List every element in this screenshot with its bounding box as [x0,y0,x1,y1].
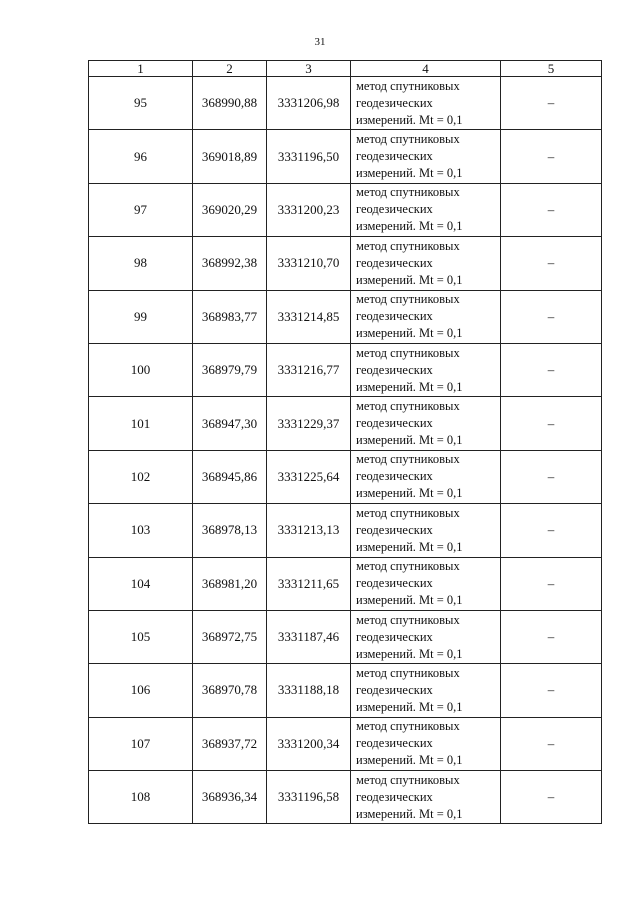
table-row [89,771,602,824]
x-coordinate-cell: 369018,89 [193,130,267,183]
note-cell: – [501,130,602,183]
header-cell-4: 4 [351,61,501,77]
method-line: измерений. Mt = 0,1 [356,486,463,501]
method-line: метод спутниковых [356,185,460,200]
method-line: геодезических [356,736,433,751]
method-line: геодезических [356,149,433,164]
method-line: геодезических [356,522,433,537]
point-number-cell: 104 [89,557,193,610]
note-cell: – [501,77,602,130]
header-cell-3: 3 [267,61,351,77]
point-number-cell: 103 [89,504,193,557]
note-cell: – [501,664,602,717]
y-coordinate-cell: 3331211,65 [267,557,351,610]
x-coordinate-cell: 368979,79 [193,343,267,396]
method-line: геодезических [356,95,433,110]
table-row [89,504,602,557]
method-line: измерений. Mt = 0,1 [356,272,463,287]
x-coordinate-cell: 368970,78 [193,664,267,717]
table-row [89,237,602,290]
table-row [89,610,602,663]
point-number-cell: 101 [89,397,193,450]
y-coordinate-cell: 3331214,85 [267,290,351,343]
y-coordinate-cell: 3331196,50 [267,130,351,183]
header-cell-2: 2 [193,61,267,77]
method-cell [351,77,501,130]
point-number-cell: 99 [89,290,193,343]
method-line: метод спутниковых [356,452,460,467]
y-coordinate-cell: 3331196,58 [267,771,351,824]
method-line: метод спутниковых [356,772,460,787]
method-line: геодезических [356,629,433,644]
method-cell [351,237,501,290]
method-line: метод спутниковых [356,292,460,307]
note-cell: – [501,504,602,557]
method-line: измерений. Mt = 0,1 [356,379,463,394]
table-row [89,130,602,183]
x-coordinate-cell: 368978,13 [193,504,267,557]
table-row [89,557,602,610]
method-cell [351,343,501,396]
method-cell [351,397,501,450]
method-line: измерений. Mt = 0,1 [356,326,463,341]
x-coordinate-cell: 368945,86 [193,450,267,503]
method-line: измерений. Mt = 0,1 [356,166,463,181]
x-coordinate-cell: 368992,38 [193,237,267,290]
page-number: 31 [314,36,326,48]
note-cell: – [501,397,602,450]
y-coordinate-cell: 3331225,64 [267,450,351,503]
y-coordinate-cell: 3331206,98 [267,77,351,130]
note-cell: – [501,237,602,290]
y-coordinate-cell: 3331210,70 [267,237,351,290]
method-cell [351,504,501,557]
method-cell [351,290,501,343]
method-line: геодезических [356,469,433,484]
table-row [89,397,602,450]
method-line: метод спутниковых [356,612,460,627]
point-number-cell: 105 [89,610,193,663]
header-cell-1: 1 [89,61,193,77]
header-row [89,61,602,77]
method-line: метод спутниковых [356,559,460,574]
x-coordinate-cell: 368947,30 [193,397,267,450]
point-number-cell: 95 [89,77,193,130]
table-row [89,717,602,770]
method-cell [351,557,501,610]
method-line: метод спутниковых [356,132,460,147]
method-cell [351,771,501,824]
table-row [89,290,602,343]
method-line: геодезических [356,255,433,270]
method-line: метод спутниковых [356,78,460,93]
method-line: метод спутниковых [356,238,460,253]
x-coordinate-cell: 368990,88 [193,77,267,130]
point-number-cell: 108 [89,771,193,824]
y-coordinate-cell: 3331213,13 [267,504,351,557]
method-line: измерений. Mt = 0,1 [356,593,463,608]
method-line: геодезических [356,682,433,697]
point-number-cell: 97 [89,183,193,236]
method-line: геодезических [356,789,433,804]
method-line: геодезических [356,416,433,431]
x-coordinate-cell: 368936,34 [193,771,267,824]
x-coordinate-cell: 368981,20 [193,557,267,610]
note-cell: – [501,610,602,663]
note-cell: – [501,343,602,396]
header-cell-5: 5 [501,61,602,77]
method-line: геодезических [356,362,433,377]
method-line: измерений. Mt = 0,1 [356,646,463,661]
point-number-cell: 102 [89,450,193,503]
y-coordinate-cell: 3331229,37 [267,397,351,450]
method-line: измерений. Mt = 0,1 [356,806,463,821]
method-line: геодезических [356,309,433,324]
table-row [89,664,602,717]
method-cell [351,664,501,717]
method-line: измерений. Mt = 0,1 [356,539,463,554]
table-row [89,77,602,130]
point-number-cell: 107 [89,717,193,770]
y-coordinate-cell: 3331188,18 [267,664,351,717]
method-line: измерений. Mt = 0,1 [356,219,463,234]
method-line: метод спутниковых [356,399,460,414]
x-coordinate-cell: 369020,29 [193,183,267,236]
note-cell: – [501,557,602,610]
note-cell: – [501,290,602,343]
note-cell: – [501,183,602,236]
method-line: метод спутниковых [356,665,460,680]
method-cell [351,717,501,770]
method-line: геодезических [356,576,433,591]
y-coordinate-cell: 3331200,23 [267,183,351,236]
point-number-cell: 106 [89,664,193,717]
point-number-cell: 100 [89,343,193,396]
y-coordinate-cell: 3331200,34 [267,717,351,770]
y-coordinate-cell: 3331187,46 [267,610,351,663]
point-number-cell: 96 [89,130,193,183]
x-coordinate-cell: 368983,77 [193,290,267,343]
method-line: измерений. Mt = 0,1 [356,753,463,768]
method-line: метод спутниковых [356,345,460,360]
y-coordinate-cell: 3331216,77 [267,343,351,396]
method-line: метод спутниковых [356,719,460,734]
table-row [89,183,602,236]
note-cell: – [501,771,602,824]
method-line: измерений. Mt = 0,1 [356,433,463,448]
method-cell [351,183,501,236]
point-number-cell: 98 [89,237,193,290]
table-row [89,343,602,396]
method-line: геодезических [356,202,433,217]
note-cell: – [501,450,602,503]
method-line: метод спутниковых [356,505,460,520]
table-row [89,450,602,503]
x-coordinate-cell: 368972,75 [193,610,267,663]
method-cell [351,610,501,663]
method-line: измерений. Mt = 0,1 [356,699,463,714]
method-line: измерений. Mt = 0,1 [356,112,463,127]
method-cell [351,130,501,183]
method-cell [351,450,501,503]
x-coordinate-cell: 368937,72 [193,717,267,770]
note-cell: – [501,717,602,770]
coordinates-table [88,60,602,824]
